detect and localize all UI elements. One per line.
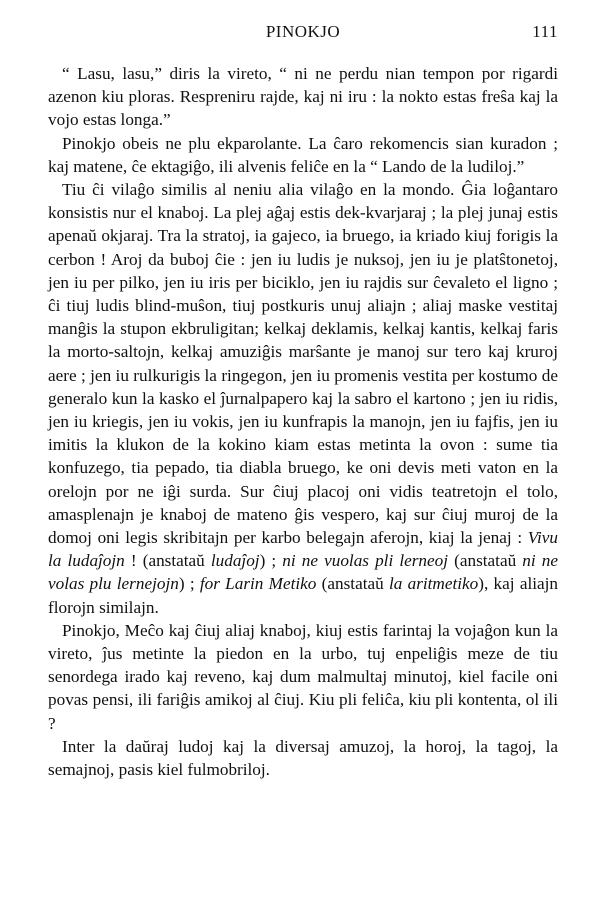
text-run: ) ; [178,574,200,594]
book-page [48,22,558,781]
text-run: Tiu ĉi vilaĝo similis al neniu alia vilaĝo en la mondo. Ĝia loĝantaro konsistis nur el knaboj. La plej aĝaj estis dek-kvarjaraj ; la plej junaj estis apenaŭ okjaraj. Tra la stratoj, ia gajeco, ia bruego, ia kriado kiuj forigis la cerbon ! Aroj da buboj ĉie : jen iu ludis je nuksoj, jen iu je platŝtonetoj, jen iu per pilko, jen iu iris per biciklo, jen iu rajdis sur ĉevaleto el ligno ; ĉi tiuj ludis blind-muŝon, tiuj postkuris unuj aliajn ; aliaj maske vestitaj manĝis la stupon ekbruligitan; kelkaj deklamis, kelkaj kantis, kelkaj faris la morto-saltojn, kelkaj amuziĝis marŝante je manoj sur tero kaj kruroj aere ; jen iu rulkurigis la ringegon, jen iu promenis vestita per kostumo de generalo kun la kasko el ĵurnalpapero kaj la sabro el kartono ; jen iu ridis, jen iu kriegis, jen iu vokis, jen iu kunfrapis la manojn, jen iu fajfis, jen iu imitis la klukon de la kokino kiam estas metinta la ovon : sume tia konfuzego, tia pepado, tia diabla bruego, ke oni devis meti vaton en la orelojn por ne iĝi surda. Sur ĉiuj placoj oni vidis teatretojn el tolo, amasplenajn je knaboj de mateno ĝis vespero, kaj sur ĉiuj muroj de la domoj oni legis skribitajn per karbo belegajn aferojn, kiaj la jenaj : [48,180,558,548]
running-title: PINOKJO [265,22,341,41]
text-run: ), kaj aliajn florojn similajn. [48,574,558,617]
paragraph [48,735,558,781]
paragraph [48,178,558,619]
text-run: “ Lasu, lasu,” diris la vireto, “ ni ne perdu nian tempon por rigardi azenon kiu ploras. Respreniru rajde, kaj ni iru : la nokto estas freŝa kaj la vojo estas longa.” [48,64,558,130]
text-run: Pinokjo, Meĉo kaj ĉiuj aliaj knaboj, kiuj estis farintaj la vojaĝon kun la vireto, ĵus metinte la piedon en la urbo, tuj enpeliĝis meze de tiu senordega irado kaj reveno, kaj dum malmultaj minutoj, kiel facile oni povas pensi, ili fariĝis amikoj al ĉiuj. Kiu pli feliĉa, kiu pli kontenta, ol ili ? [48,620,558,733]
paragraph [48,62,558,132]
text-run: ! (anstataŭ [124,551,211,571]
text-run: (anstataŭ [316,574,389,594]
body-text [48,62,558,781]
italic-text-run: ni ne volas plu lernejojn [48,551,558,594]
text-run: Pinokjo obeis ne plu ekparolante. La ĉaro rekomencis sian kuradon ; kaj matene, ĉe ektagiĝo, ili alvenis feliĉe en la “ Lando de la ludiloj.” [48,133,558,176]
italic-text-run: ludaĵoj [210,551,260,571]
italic-text-run: for Larin Metiko [199,574,317,594]
running-head [48,22,558,50]
page-number: 111 [532,22,558,41]
paragraph [48,619,558,735]
text-run: ) ; [259,551,283,571]
italic-text-run: la aritmetiko [388,574,479,594]
italic-text-run: Vivu la ludaĵojn [48,528,558,571]
text-run: (anstataŭ [448,551,523,571]
paragraph [48,132,558,178]
italic-text-run: ni ne vuolas pli lerneoj [282,551,449,571]
text-run: Inter la daŭraj ludoj kaj la diversaj amuzoj, la horoj, la tagoj, la semajnoj, pasis kiel fulmobriloj. [48,736,558,780]
